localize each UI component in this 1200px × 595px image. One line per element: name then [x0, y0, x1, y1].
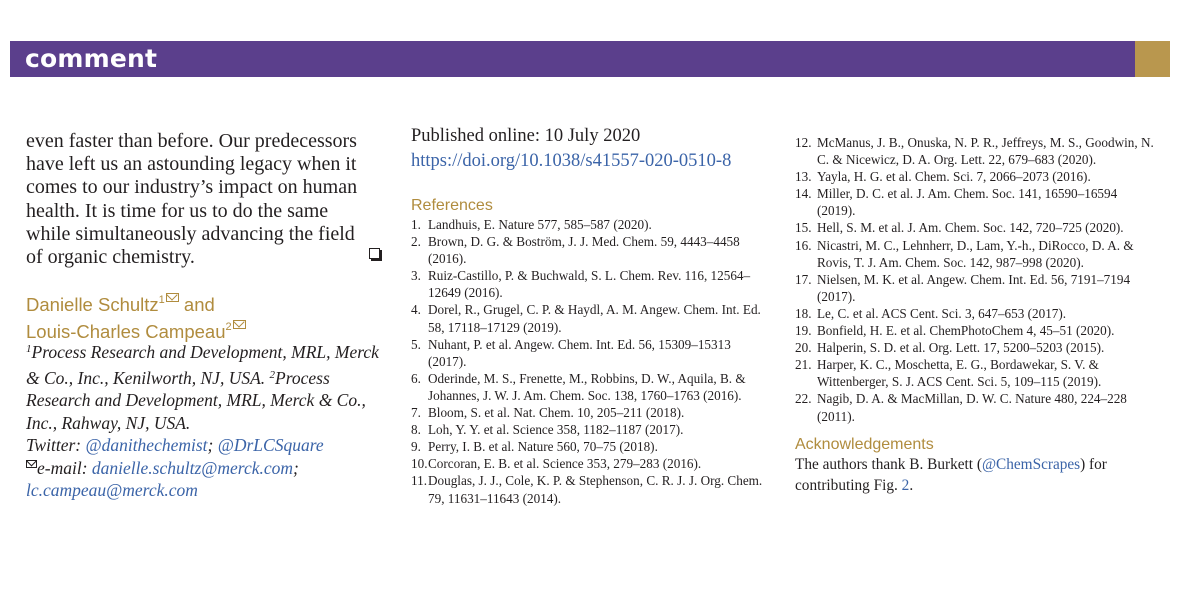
reference-item — [411, 404, 766, 421]
email-label: e-mail: — [37, 457, 88, 478]
reference-item — [411, 301, 766, 335]
author-block — [26, 289, 246, 343]
reference-item — [795, 271, 1155, 305]
ack-figure-link[interactable]: 2 — [901, 476, 910, 494]
reference-text: Nuhant, P. et al. Angew. Chem. Int. Ed. 56, 15309–15313 (2017). — [428, 336, 731, 369]
reference-item — [795, 219, 1155, 236]
reference-number: 16. — [795, 237, 812, 253]
reference-item — [795, 356, 1155, 390]
reference-item — [795, 339, 1155, 356]
email-link-2[interactable]: lc.campeau@merck.com — [26, 480, 198, 500]
reference-number: 5. — [411, 336, 421, 352]
body-paragraph: even faster than before. Our predecessors have left us an astounding legacy when it comes to our industry’s impact on human health. It is time for us to do the same while simultaneously advancing the field of organic chemistry. — [26, 130, 358, 269]
twitter-link-1[interactable]: @danithechemist — [85, 435, 208, 455]
reference-number: 8. — [411, 422, 421, 438]
section-label: comment — [25, 44, 158, 73]
author-2-name: Louis-Charles Campeau — [26, 321, 226, 342]
reference-item — [795, 390, 1155, 424]
reference-number: 17. — [795, 271, 812, 287]
section-banner — [10, 41, 1135, 77]
reference-number: 1. — [411, 217, 421, 232]
reference-text: Landhuis, E. Nature 577, 585–587 (2020). — [428, 217, 652, 232]
reference-number: 20. — [795, 340, 812, 356]
reference-text: Bloom, S. et al. Nat. Chem. 10, 205–211 (2018). — [428, 405, 685, 421]
reference-number: 3. — [411, 268, 421, 284]
email-icon — [26, 460, 37, 468]
reference-text: Brown, D. G. & Boström, J. J. Med. Chem. 59, 4443–4458 (2016). — [428, 234, 740, 267]
reference-number: 10. — [411, 456, 428, 472]
twitter-link-2[interactable]: @DrLCSquare — [217, 435, 324, 455]
ack-handle-link[interactable]: @ChemScrapes — [981, 456, 1081, 473]
reference-text: Oderinde, M. S., Frenette, M., Robbins, D. W., Aquila, B. & Johannes, J. W. J. Am. Chem. Soc. 138, 1760–1763 (2016). — [428, 370, 746, 403]
reference-number: 9. — [411, 439, 421, 455]
reference-item — [795, 237, 1155, 271]
author-1-name: Danielle Schultz — [26, 294, 159, 315]
references-heading: References — [411, 197, 493, 214]
reference-text: Perry, I. B. et al. Nature 560, 70–75 (2018). — [428, 439, 658, 455]
reference-item — [795, 322, 1155, 339]
reference-text: McManus, J. B., Onuska, N. P. R., Jeffreys, M. S., Goodwin, N. C. & Nicewicz, D. A. Org. Lett. 22, 679–683 (2020). — [817, 135, 1154, 168]
reference-item — [411, 267, 766, 301]
reference-number: 12. — [795, 135, 812, 150]
reference-text: Nielsen, M. K. et al. Angew. Chem. Int. Ed. 56, 7191–7194 (2017). — [817, 271, 1131, 304]
reference-number: 7. — [411, 405, 421, 421]
banner-accent-block — [1135, 41, 1170, 77]
references-list-2 — [795, 134, 1155, 425]
reference-item — [411, 421, 766, 438]
reference-number: 15. — [795, 220, 812, 236]
ack-text-mid: ) for contributing Fig. — [795, 456, 1107, 494]
reference-item — [795, 305, 1155, 322]
email-link-1[interactable]: danielle.schultz@merck.com — [91, 457, 294, 478]
reference-number: 6. — [411, 370, 421, 386]
mail-icon[interactable] — [233, 320, 246, 329]
affil-1-text: Process Research and Development, MRL, Merck & Co., Inc., Kenilworth, NJ, USA. — [26, 342, 379, 388]
reference-item — [411, 455, 766, 472]
reference-number: 11. — [411, 473, 427, 489]
affiliation-block — [26, 338, 386, 502]
reference-number: 21. — [795, 357, 812, 373]
email-separator: ; — [293, 457, 299, 478]
reference-item — [795, 134, 1155, 168]
reference-text: Bonfield, H. E. et al. ChemPhotoChem 4, 45–51 (2020). — [817, 323, 1115, 339]
reference-item — [411, 438, 766, 455]
reference-item — [795, 185, 1155, 219]
reference-text: Nagib, D. A. & MacMillan, D. W. C. Nature 480, 224–228 (2011). — [817, 391, 1127, 424]
reference-text: Corcoran, E. B. et al. Science 353, 279–283 (2016). — [428, 456, 702, 472]
reference-number: 19. — [795, 323, 812, 339]
author-2-sup: 2 — [225, 321, 232, 333]
acknowledgements-text — [795, 455, 1125, 496]
twitter-label: Twitter: — [26, 435, 82, 455]
reference-text: Ruiz-Castillo, P. & Buchwald, S. L. Chem. Rev. 116, 12564–12649 (2016). — [428, 268, 751, 301]
reference-item — [411, 233, 766, 267]
published-online: Published online: 10 July 2020 — [411, 126, 641, 146]
reference-item — [411, 216, 766, 233]
doi-link[interactable]: https://doi.org/10.1038/s41557-020-0510-8 — [411, 151, 732, 171]
affil-2-text: Process Research and Development, MRL, Merck & Co., Inc., Rahway, NJ, USA. — [26, 367, 366, 433]
body-text-column — [26, 130, 376, 269]
reference-number: 22. — [795, 391, 812, 407]
affil-1-sup: 1 — [26, 343, 32, 355]
reference-text: Nicastri, M. C., Lehnherr, D., Lam, Y.-h., DiRocco, D. A. & Rovis, T. J. Am. Chem. Soc. 142, 987–998 (2020). — [817, 237, 1134, 270]
reference-text: Douglas, J. J., Cole, K. P. & Stephenson, C. R. J. J. Org. Chem. 79, 11631–11643 (2014). — [428, 473, 763, 506]
acknowledgements-heading: Acknowledgements — [795, 436, 934, 453]
reference-text: Yayla, H. G. et al. Chem. Sci. 7, 2066–2073 (2016). — [817, 169, 1091, 185]
reference-text: Dorel, R., Grugel, C. P. & Haydl, A. M. Angew. Chem. Int. Ed. 58, 17118–17129 (2019). — [428, 302, 761, 335]
reference-text: Le, C. et al. ACS Cent. Sci. 3, 647–653 (2017). — [817, 305, 1067, 321]
reference-item — [411, 472, 766, 506]
reference-number: 2. — [411, 234, 421, 250]
reference-number: 18. — [795, 305, 812, 321]
reference-text: Harper, K. C., Moschetta, E. G., Bordawekar, S. V. & Wittenberger, S. J. ACS Cent. Sci. 5, 109–115 (2019). — [817, 357, 1102, 390]
ack-text-end: . — [909, 476, 914, 494]
ack-text-start: The authors thank B. Burkett ( — [795, 456, 982, 473]
end-mark-icon — [369, 248, 380, 259]
author-and: and — [183, 294, 215, 315]
affil-2-sup: 2 — [269, 368, 276, 381]
reference-text: Hell, S. M. et al. J. Am. Chem. Soc. 142, 720–725 (2020). — [817, 220, 1124, 236]
reference-text: Miller, D. C. et al. J. Am. Chem. Soc. 141, 16590–16594 (2019). — [817, 186, 1118, 219]
reference-text: Loh, Y. Y. et al. Science 358, 1182–1187 (2017). — [428, 422, 684, 438]
reference-item — [795, 168, 1155, 185]
reference-item — [411, 370, 766, 404]
mail-icon[interactable] — [166, 293, 179, 302]
reference-item — [411, 336, 766, 370]
reference-number: 4. — [411, 302, 421, 318]
twitter-separator: ; — [207, 435, 214, 455]
reference-text: Halperin, S. D. et al. Org. Lett. 17, 5200–5203 (2015). — [817, 340, 1105, 356]
author-1-sup: 1 — [158, 294, 165, 306]
references-list-1 — [411, 216, 766, 507]
reference-number: 13. — [795, 169, 812, 185]
reference-number: 14. — [795, 186, 812, 202]
